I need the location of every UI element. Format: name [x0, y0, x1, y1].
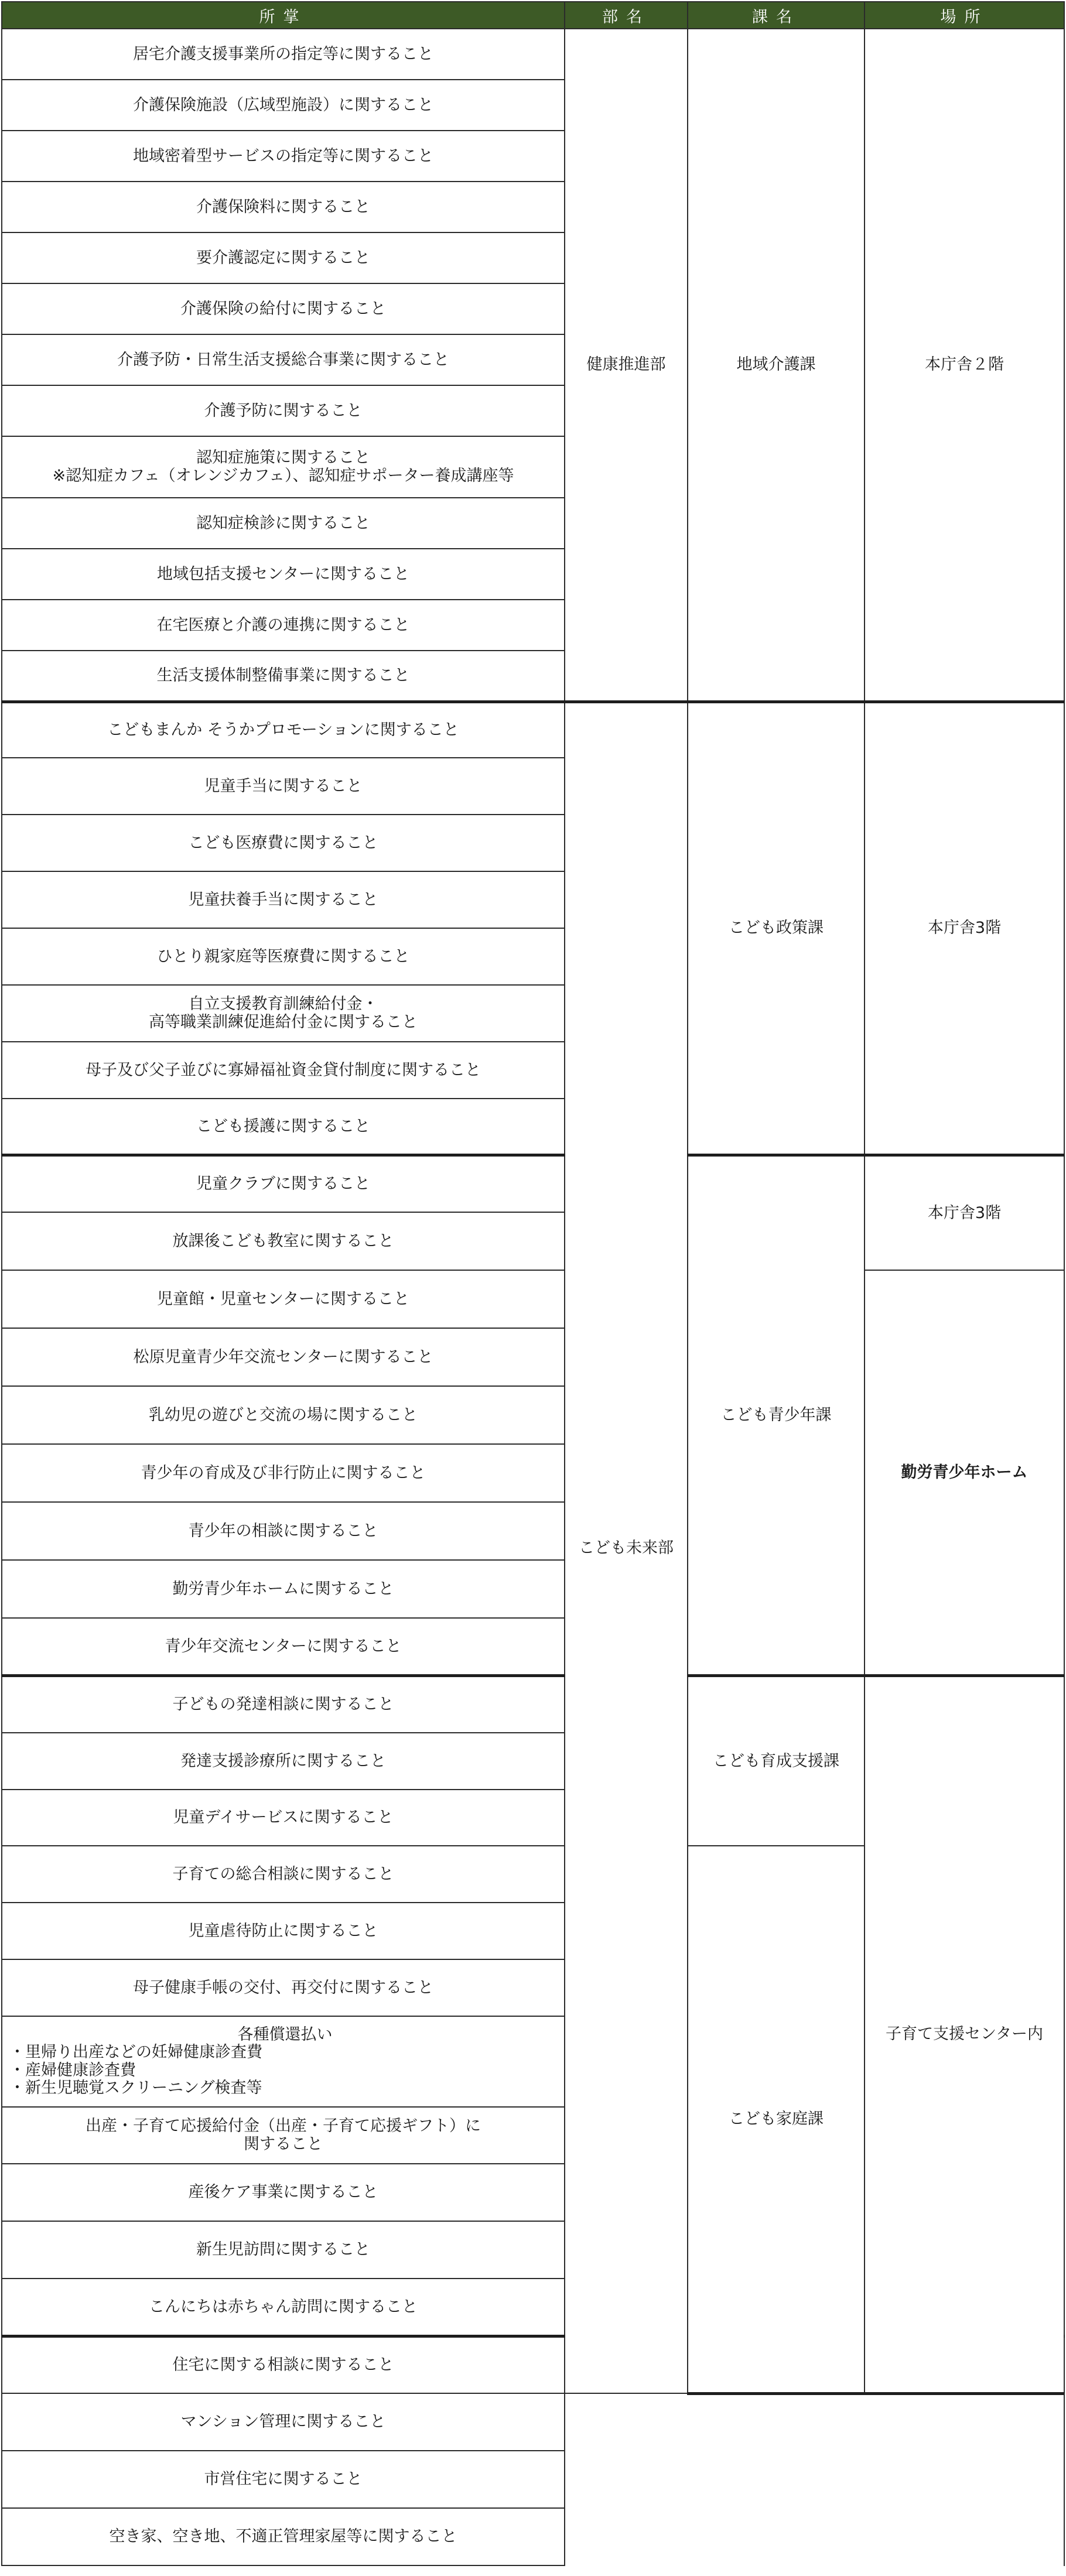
affair-cell: 介護予防・日常生活支援総合事業に関すること [2, 334, 565, 385]
affair-cell: 介護保険の給付に関すること [2, 283, 565, 334]
affair-cell: 地域包括支援センターに関すること [2, 549, 565, 600]
affair-cell [2, 2016, 565, 2107]
affair-cell: 放課後こども教室に関すること [2, 1212, 565, 1270]
affair-cell: 要介護認定に関すること [2, 232, 565, 283]
affair-cell: 産後ケア事業に関すること [2, 2164, 565, 2221]
affair-line: 自立支援教育訓練給付金・ [188, 995, 378, 1014]
department-cell-kenko: 健康推進部 [565, 29, 688, 702]
table-row [2, 29, 1064, 80]
affair-cell: 児童扶養手当に関すること [2, 871, 565, 928]
section-cell-kodomo-seishonen: こども青少年課 [688, 1155, 865, 1675]
affair-cell: 青少年の相談に関すること [2, 1502, 565, 1560]
section-cell-kodomo-katei: こども家庭課 [688, 1846, 865, 2393]
affair-cell: 介護保険料に関すること [2, 182, 565, 232]
header-place: 場所 [865, 2, 1064, 29]
place-cell-honchosha-2: 本庁舎２階 [865, 29, 1064, 702]
affair-cell: 介護予防に関すること [2, 385, 565, 436]
table-row [2, 1155, 1064, 1212]
table-row [2, 2393, 1064, 2451]
affair-cell [2, 436, 565, 498]
affair-cell: 乳幼児の遊びと交流の場に関すること [2, 1386, 565, 1444]
department-directory-table [1, 1, 1065, 2566]
table-row [2, 1675, 1064, 1733]
affair-cell [2, 2107, 565, 2164]
affair-cell: 松原児童青少年交流センターに関すること [2, 1328, 565, 1386]
header-section: 課名 [688, 2, 865, 29]
affair-line: ・里帰り出産などの妊婦健康診査費 [9, 2043, 262, 2062]
table-row [2, 2508, 1064, 2565]
affair-line: 認知症施策に関すること [196, 449, 370, 467]
affair-line: 関すること [244, 2134, 323, 2153]
table-row [2, 2451, 1064, 2508]
affair-cell: 児童デイサービスに関すること [2, 1790, 565, 1846]
affair-line: 高等職業訓練促進給付金に関すること [149, 1012, 418, 1031]
department-cell-kodomo: こども未来部 [565, 702, 688, 2393]
affair-cell: 児童虐待防止に関すること [2, 1903, 565, 1959]
affair-cell: こどもまんか そうかプロモーションに関すること [2, 702, 565, 758]
affair-cell: 母子健康手帳の交付、再交付に関すること [2, 1959, 565, 2016]
affair-cell [2, 985, 565, 1042]
section-cell-kodomo-seisaku: こども政策課 [688, 702, 865, 1155]
table-row [2, 702, 1064, 758]
affair-cell: 認知症検診に関すること [2, 498, 565, 549]
table-row [2, 1270, 1064, 1328]
section-cell-kodomo-ikusei: こども育成支援課 [688, 1675, 865, 1846]
place-cell-kinro-home: 勤労青少年ホーム [865, 1270, 1064, 1675]
affair-cell: 空き家、空き地、不適正管理家屋等に関すること [2, 2508, 565, 2565]
header-row [2, 2, 1064, 29]
affair-cell: 青少年交流センターに関すること [2, 1618, 565, 1675]
header-affairs: 所掌 [2, 2, 565, 29]
affair-cell: 青少年の育成及び非行防止に関すること [2, 1444, 565, 1502]
header-department: 部名 [565, 2, 688, 29]
affair-cell: 生活支援体制整備事業に関すること [2, 651, 565, 702]
section-cell-chiiki-kaigo: 地域介護課 [688, 29, 865, 702]
affair-cell: こんにちは赤ちゃん訪問に関すること [2, 2279, 565, 2336]
affair-cell: 母子及び父子並びに寡婦福祉資金貸付制度に関すること [2, 1042, 565, 1099]
affair-line: 各種償還払い [237, 2026, 333, 2044]
affair-cell: 子どもの発達相談に関すること [2, 1675, 565, 1733]
affair-cell: 新生児訪問に関すること [2, 2221, 565, 2279]
affair-line: ・新生児聴覚スクリーニング検査等 [9, 2078, 262, 2097]
affair-cell: 地域密着型サービスの指定等に関すること [2, 131, 565, 182]
affair-line: ※認知症カフェ（オレンジカフェ）、認知症サポーター養成講座等 [52, 466, 514, 485]
affair-cell: こども援護に関すること [2, 1099, 565, 1155]
affair-cell: 市営住宅に関すること [2, 2451, 565, 2508]
place-cell-honchosha-3a: 本庁舎3階 [865, 702, 1064, 1155]
place-cell-honchosha-3b: 本庁舎3階 [865, 1155, 1064, 1270]
affair-cell: 児童館・児童センターに関すること [2, 1270, 565, 1328]
affair-cell: 児童クラブに関すること [2, 1155, 565, 1212]
affair-line: ・産婦健康診査費 [9, 2061, 136, 2079]
affair-line: 出産・子育て応援給付金（出産・子育て応援ギフト）に [86, 2117, 481, 2136]
affair-cell: 児童手当に関すること [2, 758, 565, 815]
affair-cell: ひとり親家庭等医療費に関すること [2, 928, 565, 985]
place-cell-kosodate-center: 子育て支援センター内 [865, 1675, 1064, 2393]
affair-cell: 住宅に関する相談に関すること [2, 2336, 565, 2393]
affair-cell: 子育ての総合相談に関すること [2, 1846, 565, 1903]
affair-cell: 勤労青少年ホームに関すること [2, 1560, 565, 1618]
affair-cell: マンション管理に関すること [2, 2393, 565, 2451]
affair-cell: こども医療費に関すること [2, 815, 565, 871]
affair-cell: 居宅介護支援事業所の指定等に関すること [2, 29, 565, 80]
affair-cell: 在宅医療と介護の連携に関すること [2, 600, 565, 651]
affair-cell: 発達支援診療所に関すること [2, 1733, 565, 1790]
affair-cell: 介護保険施設（広域型施設）に関すること [2, 80, 565, 131]
